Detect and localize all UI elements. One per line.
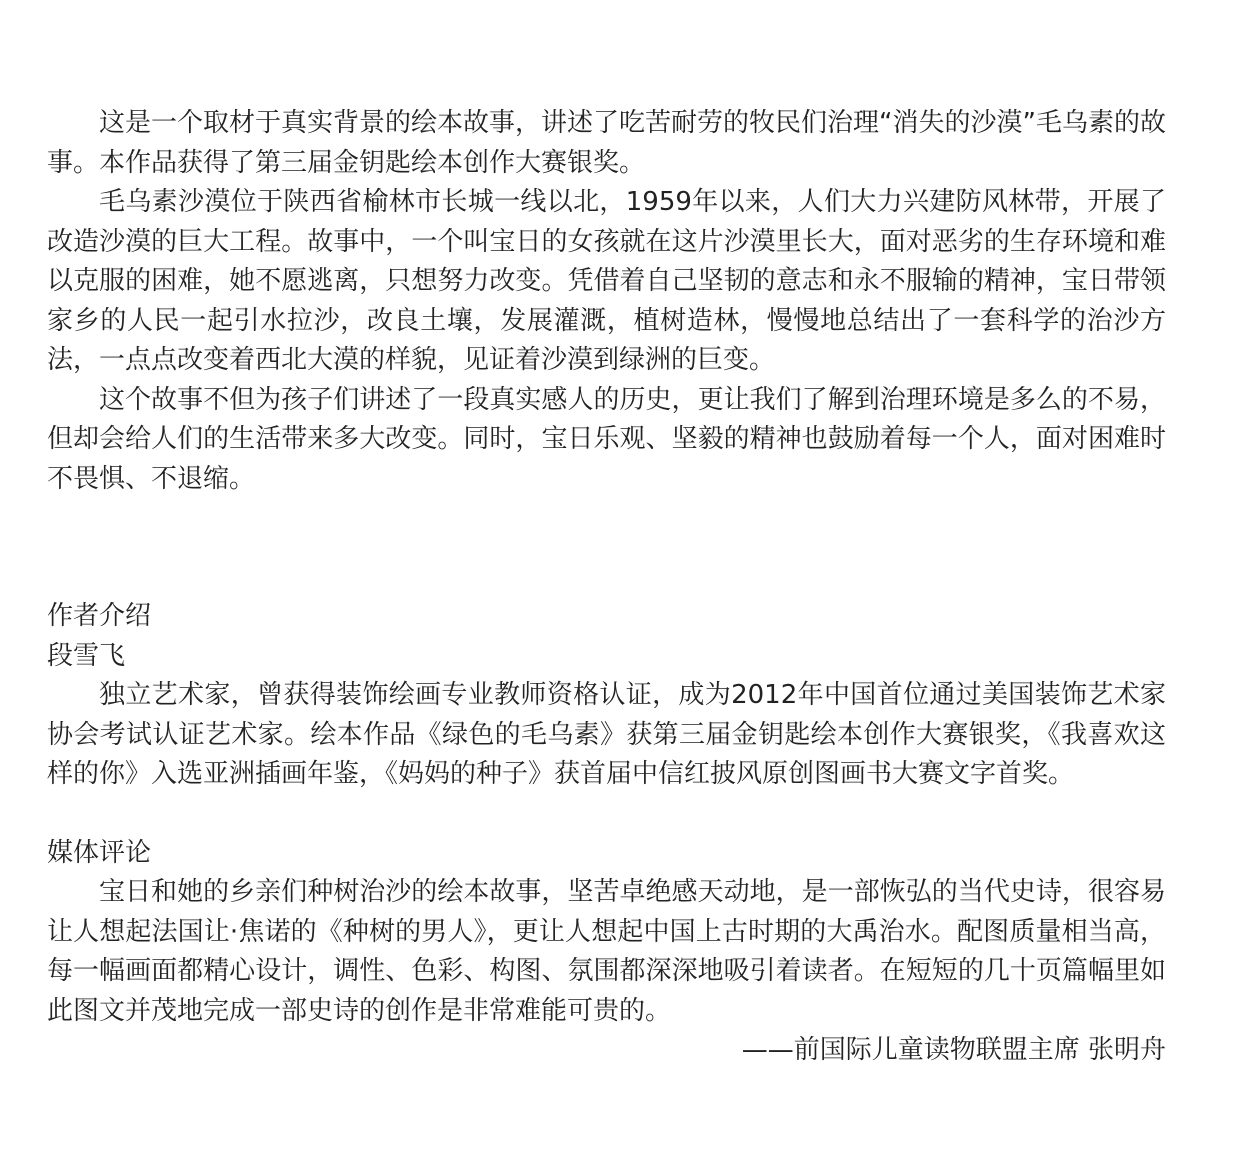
author-bio: 独立艺术家，曾获得装饰绘画专业教师资格认证，成为2012年中国首位通过美国装饰艺术家协会考试认证艺术家。绘本作品《绿色的毛乌素》获第三届金钥匙绘本创作大赛银奖，《我喜欢这样的你》入选亚洲插画年鉴，《妈妈的种子》获首届中信红披风原创图画书大赛文字首奖。 — [47, 680, 1166, 789]
intro-paragraph-1: 这是一个取材于真实背景的绘本故事，讲述了吃苦耐劳的牧民们治理“消失的沙漠”毛乌素的故事。本作品获得了第三届金钥匙绘本创作大赛银奖。 — [47, 108, 1166, 178]
review-attribution: ——前国际儿童读物联盟主席 张明舟 — [741, 1035, 1166, 1065]
author-section — [47, 597, 1166, 795]
intro-paragraph-2: 毛乌素沙漠位于陕西省榆林市长城一线以北，1959年以来，人们大力兴建防风林带，开展了改造沙漠的巨大工程。故事中，一个叫宝日的女孩就在这片沙漠里长大，面对恶劣的生存环境和难以克服的困难，她不愿逃离，只想努力改变。凭借着自己坚韧的意志和永不服输的精神，宝日带领家乡的人民一起引水拉沙，改良土壤，发展灌溉，植树造林，慢慢地总结出了一套科学的治沙方法，一点点改变着西北大漠的样貌，见证着沙漠到绿洲的巨变。 — [47, 187, 1166, 375]
intro-section — [47, 104, 1166, 499]
review-heading: 媒体评论 — [47, 837, 152, 868]
review-section — [47, 834, 1166, 1071]
review-text: 宝日和她的乡亲们种树治沙的绘本故事，坚苦卓绝感天动地，是一部恢弘的当代史诗，很容易让人想起法国让·焦诺的《种树的男人》，更让人想起中国上古时期的大禹治水。配图质量相当高，每一幅画面都精心设计，调性、色彩、构图、氛围都深深地吸引着读者。在短短的几十页篇幅里如此图文并茂地完成一部史诗的创作是非常难能可贵的。 — [47, 877, 1166, 1026]
intro-paragraph-3: 这个故事不但为孩子们讲述了一段真实感人的历史，更让我们了解到治理环境是多么的不易，但却会给人们的生活带来多大改变。同时，宝日乐观、坚毅的精神也鼓励着每一个人，面对困难时不畏惧、不退缩。 — [47, 384, 1166, 494]
author-heading: 作者介绍 — [47, 601, 152, 631]
author-name: 段雪飞 — [47, 640, 126, 671]
